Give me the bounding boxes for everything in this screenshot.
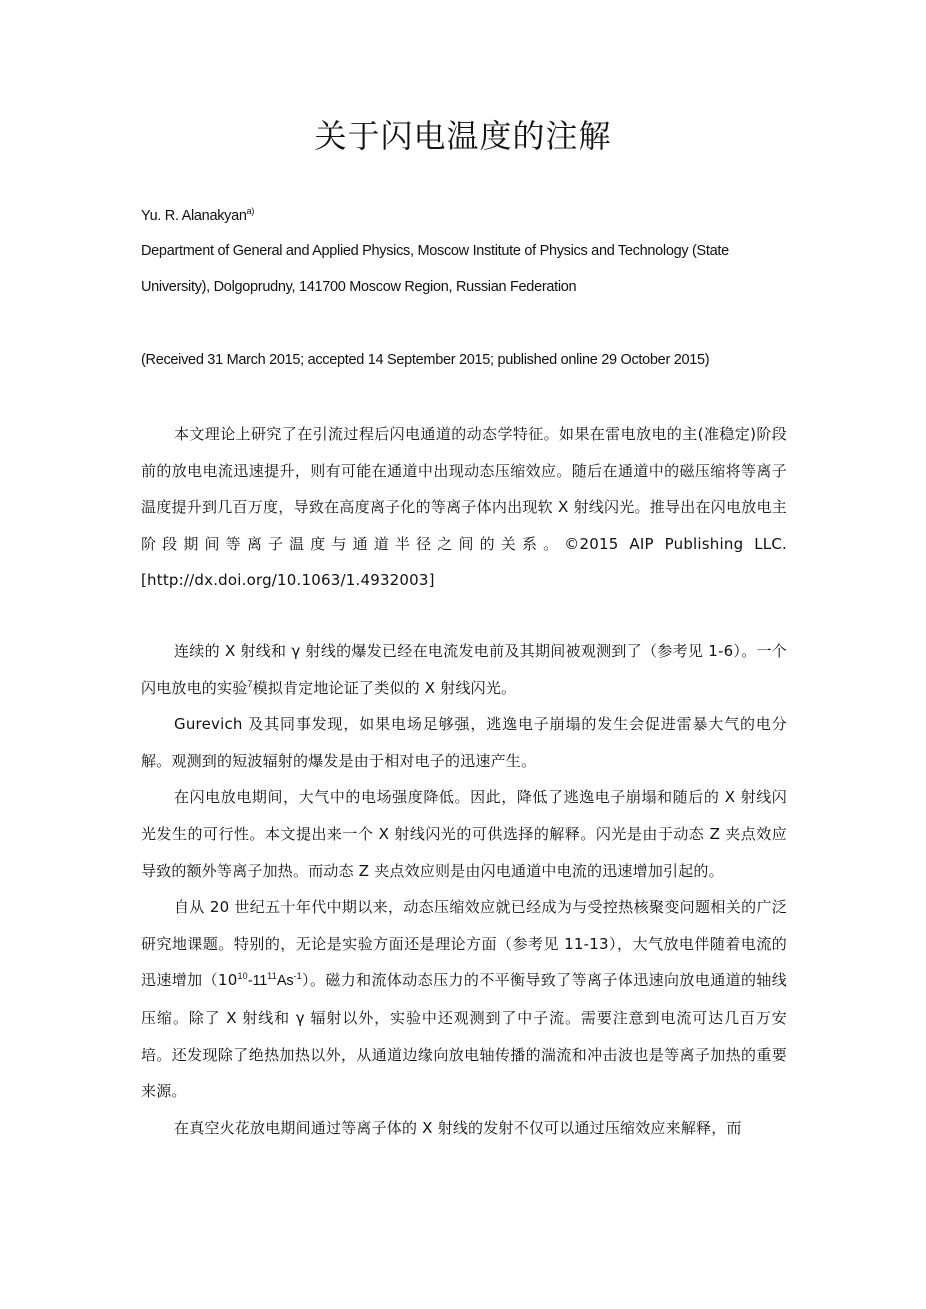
paragraph-1-text-b: 模拟肯定地论证了类似的 X 射线闪光。 xyxy=(252,678,517,697)
reference-marker: 7 xyxy=(247,678,253,689)
paragraph-4-text-a: 自从 20 世纪五十年代中期以来，动态压缩效应就已经成为与受控热核聚变问题相关的广泛研究地课题。特别的，无论是实验方面还是理论方面（参考见 11-13），大气放电伴随着电流的迅速增加（10 xyxy=(141,898,787,990)
paragraph-1-text-a: 连续的 X 射线和 γ 射线的爆发已经在电流发电前及其期间被观测到了（参考见 1-6）。一个闪电放电的实验 xyxy=(141,642,787,697)
exponent-1: 10 xyxy=(237,971,248,982)
paragraph-4-text-b: ）。磁力和流体动态压力的不平衡导致了等离子体迅速向放电通道的轴线压缩。除了 X 射线和 γ 辐射以外，实验中还观测到了中子流。需要注意到电流可达几百万安培。还发现除了绝热加热以外，从通道边缘向放电轴传播的湍流和冲击波也是等离子加热的重要来源。 xyxy=(141,971,787,1101)
author-name: Yu. R. Alanakyan xyxy=(141,208,247,224)
received-dates: (Received 31 March 2015; accepted 14 September 2015; published online 29 October 2015) xyxy=(141,352,710,368)
author-footnote-marker: a) xyxy=(246,206,255,216)
body-paragraph-5: 在真空火花放电期间通过等离子体的 X 射线的发射不仅可以通过压缩效应来解释，而 xyxy=(174,1118,742,1137)
author-line xyxy=(141,206,791,224)
affiliation-line-1: Department of General and Applied Physics, Moscow Institute of Physics and Technology (State xyxy=(141,243,729,259)
body-paragraph-2: Gurevich 及其同事发现，如果电场足够强，逃逸电子崩塌的发生会促进雷暴大气的电分解。观测到的短波辐射的爆发是由于相对电子的迅速产生。 xyxy=(141,715,787,770)
affiliation-line-2: University), Dolgoprudny, 141700 Moscow Region, Russian Federation xyxy=(141,279,577,295)
paper-title: 关于闪电温度的注解 xyxy=(314,117,612,155)
abstract xyxy=(141,416,787,599)
body-paragraph-4 xyxy=(141,889,787,1110)
exponent-2: 11 xyxy=(267,971,277,982)
body-paragraph-1 xyxy=(141,633,787,706)
body-paragraph-3: 在闪电放电期间，大气中的电场强度降低。因此，降低了逃逸电子崩塌和随后的 X 射线闪光发生的可行性。本文提出来一个 X 射线闪光的可供选择的解释。闪光是由于动态 Z 夹点效应导致的额外等离子加热。而动态 Z 夹点效应则是由闪电通道中电流的迅速增加引起的。 xyxy=(141,788,787,880)
range-separator: -11 xyxy=(247,973,268,990)
exponent-3: -1 xyxy=(293,971,302,982)
unit-label: As xyxy=(276,973,294,990)
abstract-text: 本文理论上研究了在引流过程后闪电通道的动态学特征。如果在雷电放电的主(准稳定)阶段前的放电电流迅速提升，则有可能在通道中出现动态压缩效应。随后在通道中的磁压缩将等离子温度提升到几百万度，导致在高度离子化的等离子体内出现软 X 射线闪光。推导出在闪电放电主阶段期间等离子温度与通道半径之间的关系。©2015 AIP Publishing LLC.[http://dx.doi.org/10.1063/1.4932003] xyxy=(141,425,787,590)
main-body xyxy=(141,633,787,1146)
